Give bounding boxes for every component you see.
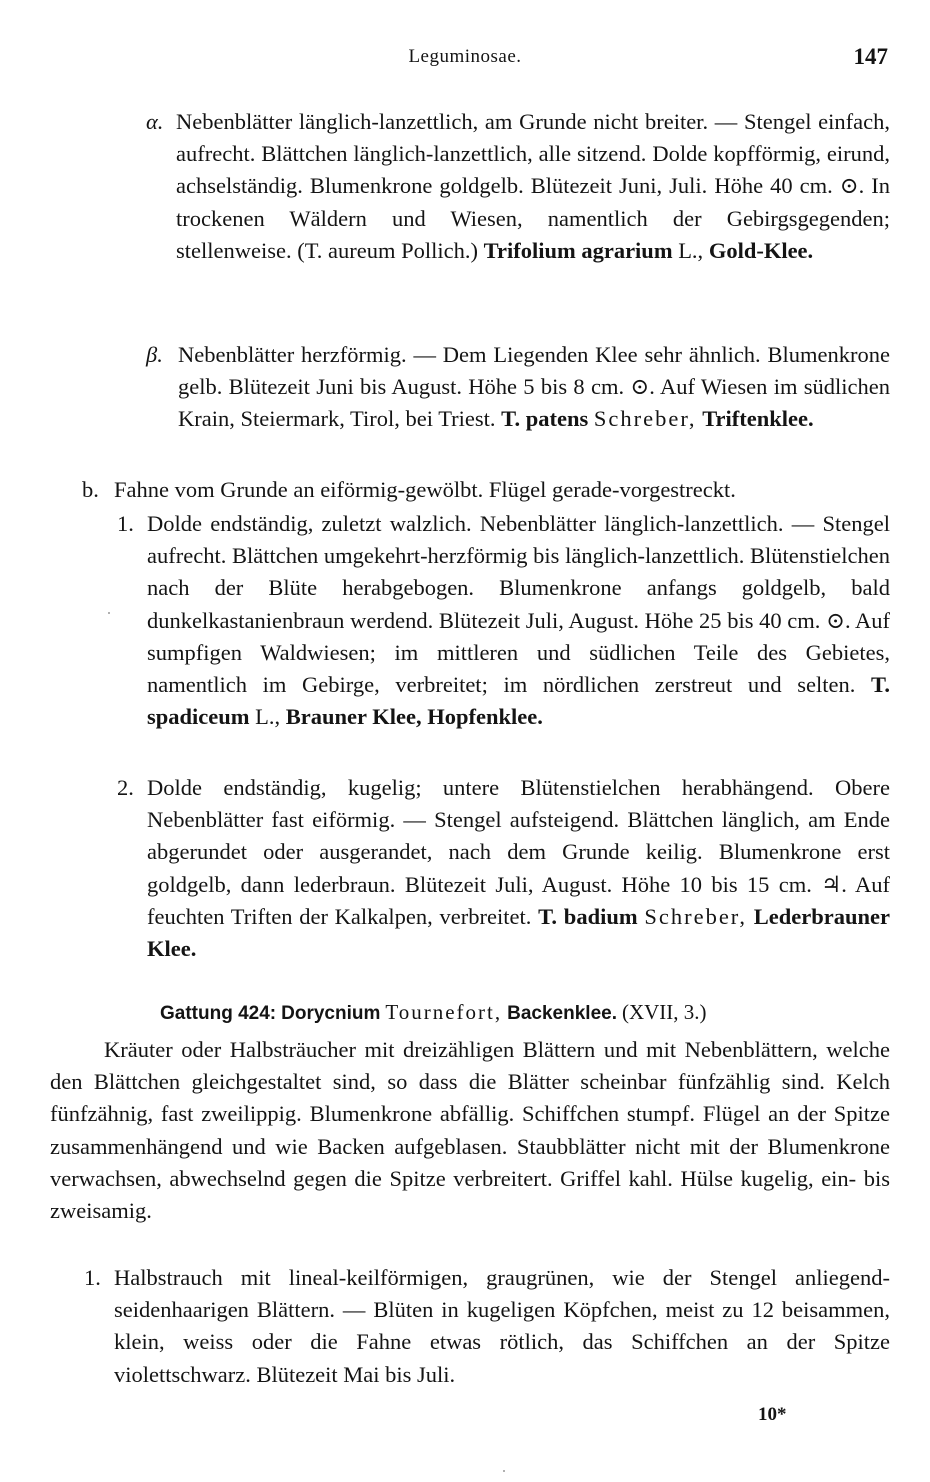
species-author: Schreber,	[593, 406, 697, 432]
page-number: 147	[853, 44, 888, 69]
common-name: Lederbrauner Klee.	[147, 903, 891, 962]
entry-alpha	[146, 106, 890, 267]
entry-marker: 1.	[117, 511, 134, 536]
entry-b	[82, 474, 890, 506]
species-author: L.,	[678, 237, 704, 263]
entry-text: Fahne vom Grunde an eiförmig-gewölbt. Flügel gerade-vorgestreckt.	[114, 477, 736, 502]
entry-beta	[146, 339, 890, 436]
entry-marker: 2.	[117, 775, 134, 800]
genus-heading	[160, 998, 900, 1028]
genus-description: Kräuter oder Halbsträucher mit dreizähligen Blättern und mit Nebenblättern, welche den Blättchen gleichgestaltet sind, so dass die Blätter scheinbar fünfzählig sind. Kelch fünfzähnig, fast zweilippig. Blumenkrone abfällig. Schiffchen stumpf. Flügel an der Spitze zusammenhängend und wie Backen aufgeblasen. Staubblätter nicht mit der Blumenkrone verwachsen, abwechselnd gegen die Spitze verbreitert. Griffel kahl. Hülse kugelig, ein- bis zweisamig.	[50, 1037, 890, 1224]
genus-label: Gattung 424:	[160, 1003, 277, 1024]
entry-b-1	[117, 508, 890, 733]
species-author: L.,	[255, 704, 281, 730]
entry-text: Nebenblätter herzförmig. — Dem Liegenden Klee sehr ähnlich. Blumenkrone gelb. Blütezeit Juni bis August. Höhe 5 bis 8 cm. ⊙. Auf Wiesen im südlichen Krain, Steiermark, Tirol, bei Triest.	[178, 342, 890, 432]
common-name: Triftenklee.	[702, 406, 814, 432]
species-name: T. spadiceum	[147, 672, 890, 730]
entry-text: Nebenblätter länglich-lanzettlich, am Grunde nicht breiter. — Stengel einfach, aufrecht. Blättchen länglich-lanzettlich, alle sitzend. Dolde kopfförmig, eirund, achselständig. Blumenkrone goldgelb. Blütezeit Juni, Juli. Höhe 40 cm. ⊙. In trockenen Wäldern und Wiesen, namentlich der Gebirgsgegenden; stellenweise. (T. aureum Pollich.)	[176, 109, 890, 263]
paper-speck	[503, 1470, 505, 1472]
signature-mark: 10*	[758, 1404, 787, 1425]
entry-marker: α.	[146, 109, 164, 134]
genus-author: Tournefort,	[385, 1000, 503, 1024]
common-name: Gold-Klee.	[708, 237, 814, 263]
running-title: Leguminosae.	[408, 46, 522, 67]
species-name: Trifolium agrarium	[483, 237, 673, 263]
entry-d-1	[84, 1262, 890, 1391]
species-name: T. patens	[501, 406, 589, 432]
entry-b-2	[117, 772, 891, 965]
genus-name: Dorycnium	[281, 1003, 381, 1024]
entry-marker: b.	[82, 477, 99, 502]
entry-text: Halbstrauch mit lineal-keilförmigen, graugrünen, wie der Stengel anliegend-seidenhaarigen Blättern. — Blüten in kugeligen Köpfchen, meist zu 12 beisammen, klein, weiss oder die Fahne etwas rötlich, das Schiffchen an der Spitze violettschwarz. Blütezeit Mai bis Juli.	[114, 1265, 890, 1387]
entry-text: Dolde endständig, zuletzt walzlich. Nebenblätter länglich-lanzettlich. — Stengel aufrecht. Blättchen umgekehrt-herzförmig bis länglich-lanzettlich. Blütenstielchen nach der Blüte herabgebogen. Blumenkrone anfangs goldgelb, bald dunkelkastanienbraun werdend. Blütezeit Juli, August. Höhe 25 bis 40 cm. ⊙. Auf sumpfigen Waldwiesen; im mittleren und südlichen Teile des Gebietes, namentlich im Gebirge, verbreitet; im nördlichen zerstreut und selten.	[147, 511, 890, 698]
entry-marker: β.	[146, 342, 163, 367]
genus-common-name: Backenklee.	[507, 1003, 617, 1024]
entry-text: Dolde endständig, kugelig; untere Blütenstielchen herabhängend. Obere Nebenblätter fast eiförmig. — Stengel aufsteigend. Blättchen länglich, am Ende abgerundet oder ausgerandet, nach dem Grunde keilig. Blumenkrone erst goldgelb, dann lederbraun. Blütezeit Juli, August. Höhe 10 bis 15 cm. ♃. Auf feuchten Triften der Kalkalpen, verbreitet.	[147, 775, 890, 929]
paper-speck	[108, 612, 110, 614]
species-name: T. badium	[538, 903, 638, 929]
common-name: Brauner Klee, Hopfenklee.	[285, 704, 543, 730]
species-author: Schreber,	[644, 903, 748, 929]
genus-class: (XVII, 3.)	[621, 1000, 707, 1024]
entry-marker: 1.	[84, 1265, 101, 1290]
